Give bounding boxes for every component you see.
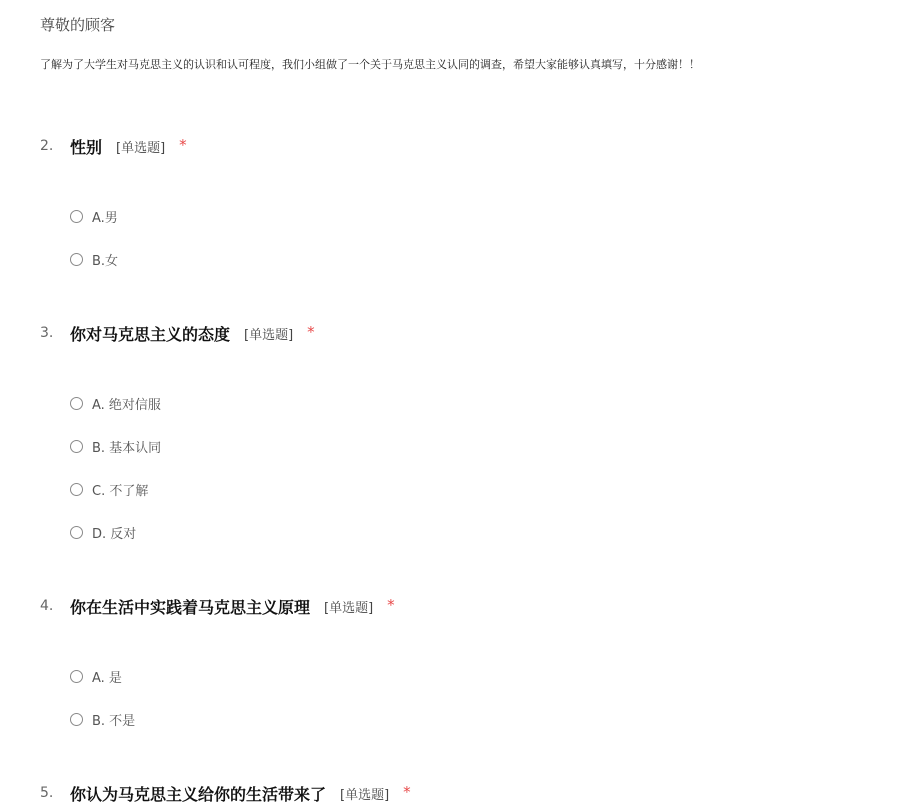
option-label: A. 是 xyxy=(92,670,122,686)
option-label: B. 不是 xyxy=(92,713,136,729)
option-female[interactable] xyxy=(70,249,118,269)
survey-greeting: 尊敬的顾客 xyxy=(40,16,116,34)
radio-button-icon[interactable] xyxy=(70,440,83,453)
option-label: C. 不了解 xyxy=(92,483,149,499)
option-label: A. 绝对信服 xyxy=(92,397,161,413)
option-a[interactable] xyxy=(70,393,161,413)
option-c[interactable] xyxy=(70,479,148,499)
option-d[interactable] xyxy=(70,522,136,542)
question-header xyxy=(40,321,315,345)
option-label: D. 反对 xyxy=(92,526,137,542)
radio-button-icon[interactable] xyxy=(70,397,83,410)
question-title: 你认为马克思主义给你的生活带来了 xyxy=(70,784,327,804)
survey-intro: 了解为了大学生对马克思主义的认识和认可程度，我们小组做了一个关于马克思主义认同的调查，希望大家能够认真填写，十分感谢！！ xyxy=(40,58,700,71)
required-marker: * xyxy=(387,596,395,614)
option-label: B.女 xyxy=(92,253,119,269)
radio-button-icon[interactable] xyxy=(70,713,83,726)
required-marker: * xyxy=(403,783,411,801)
radio-button-icon[interactable] xyxy=(70,483,83,496)
required-marker: * xyxy=(179,136,187,154)
question-title: 你对马克思主义的态度 xyxy=(70,324,231,344)
option-male[interactable] xyxy=(70,206,118,226)
question-number: 2. xyxy=(40,138,54,154)
question-title: 性别 xyxy=(70,137,103,157)
question-title: 你在生活中实践着马克思主义原理 xyxy=(70,597,311,617)
radio-button-icon[interactable] xyxy=(70,210,83,223)
question-number: 4. xyxy=(40,598,54,614)
question-type-label: [单选题] xyxy=(116,140,166,156)
radio-button-icon[interactable] xyxy=(70,253,83,266)
question-type-label: [单选题] xyxy=(244,327,294,343)
question-header xyxy=(40,594,395,618)
question-header xyxy=(40,781,411,805)
option-yes[interactable] xyxy=(70,666,122,686)
option-no[interactable] xyxy=(70,709,135,729)
radio-button-icon[interactable] xyxy=(70,670,83,683)
question-header xyxy=(40,134,187,158)
question-number: 3. xyxy=(40,325,54,341)
question-type-label: [单选题] xyxy=(324,600,374,616)
required-marker: * xyxy=(307,323,315,341)
option-b[interactable] xyxy=(70,436,161,456)
radio-button-icon[interactable] xyxy=(70,526,83,539)
question-number: 5. xyxy=(40,785,54,801)
option-label: B. 基本认同 xyxy=(92,440,162,456)
question-type-label: [单选题] xyxy=(340,787,390,803)
option-label: A.男 xyxy=(92,210,118,226)
